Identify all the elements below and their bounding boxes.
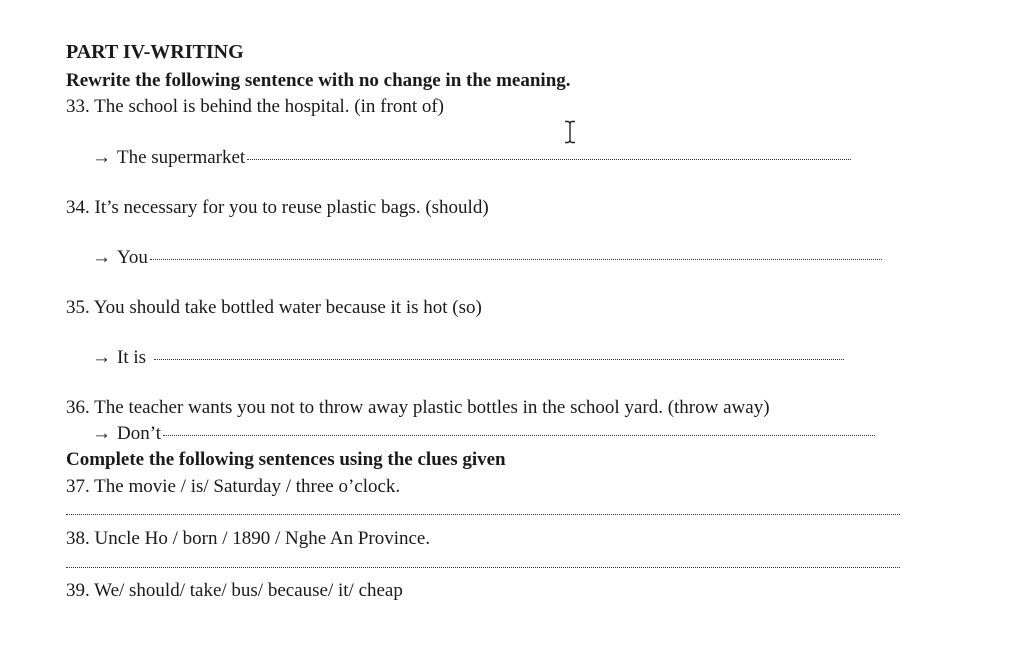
question-36-answer-line [92, 423, 875, 445]
answer-blank-36[interactable] [163, 435, 875, 436]
answer-blank-33[interactable] [247, 159, 851, 160]
arrow-icon: → [92, 347, 111, 368]
arrow-icon: → [92, 147, 111, 168]
question-36-prompt: 36. The teacher wants you not to throw away plastic bottles in the school yard. (throw away) [66, 397, 770, 418]
question-35-prompt: 35. You should take bottled water because it is hot (so) [66, 297, 482, 318]
question-34-answer-start: You [117, 247, 148, 268]
question-37-prompt: 37. The movie / is/ Saturday / three o’clock. [66, 476, 401, 497]
question-39-prompt: 39. We/ should/ take/ bus/ because/ it/ cheap [66, 580, 403, 601]
question-35-answer-line [92, 347, 844, 369]
answer-blank-38[interactable] [66, 567, 900, 568]
question-36-answer-start: Don’t [117, 423, 161, 444]
question-34-prompt: 34. It’s necessary for you to reuse plastic bags. (should) [66, 197, 489, 218]
rewrite-instruction: Rewrite the following sentence with no change in the meaning. [66, 70, 571, 91]
answer-blank-37[interactable] [66, 514, 900, 515]
question-33-prompt: 33. The school is behind the hospital. (in front of) [66, 96, 445, 117]
section-heading: PART IV-WRITING [66, 41, 244, 63]
question-38-prompt: 38. Uncle Ho / born / 1890 / Nghe An Province. [66, 528, 431, 549]
complete-instruction: Complete the following sentences using the clues given [66, 449, 506, 470]
question-35-answer-start: It is [117, 347, 147, 368]
answer-blank-35[interactable] [154, 359, 844, 360]
text-cursor-icon [563, 120, 577, 144]
arrow-icon: → [92, 423, 111, 444]
question-34-answer-line [92, 247, 882, 269]
answer-blank-34[interactable] [150, 259, 882, 260]
arrow-icon: → [92, 247, 111, 268]
question-33-answer-line [92, 147, 851, 169]
question-33-answer-start: The supermarket [117, 147, 246, 168]
